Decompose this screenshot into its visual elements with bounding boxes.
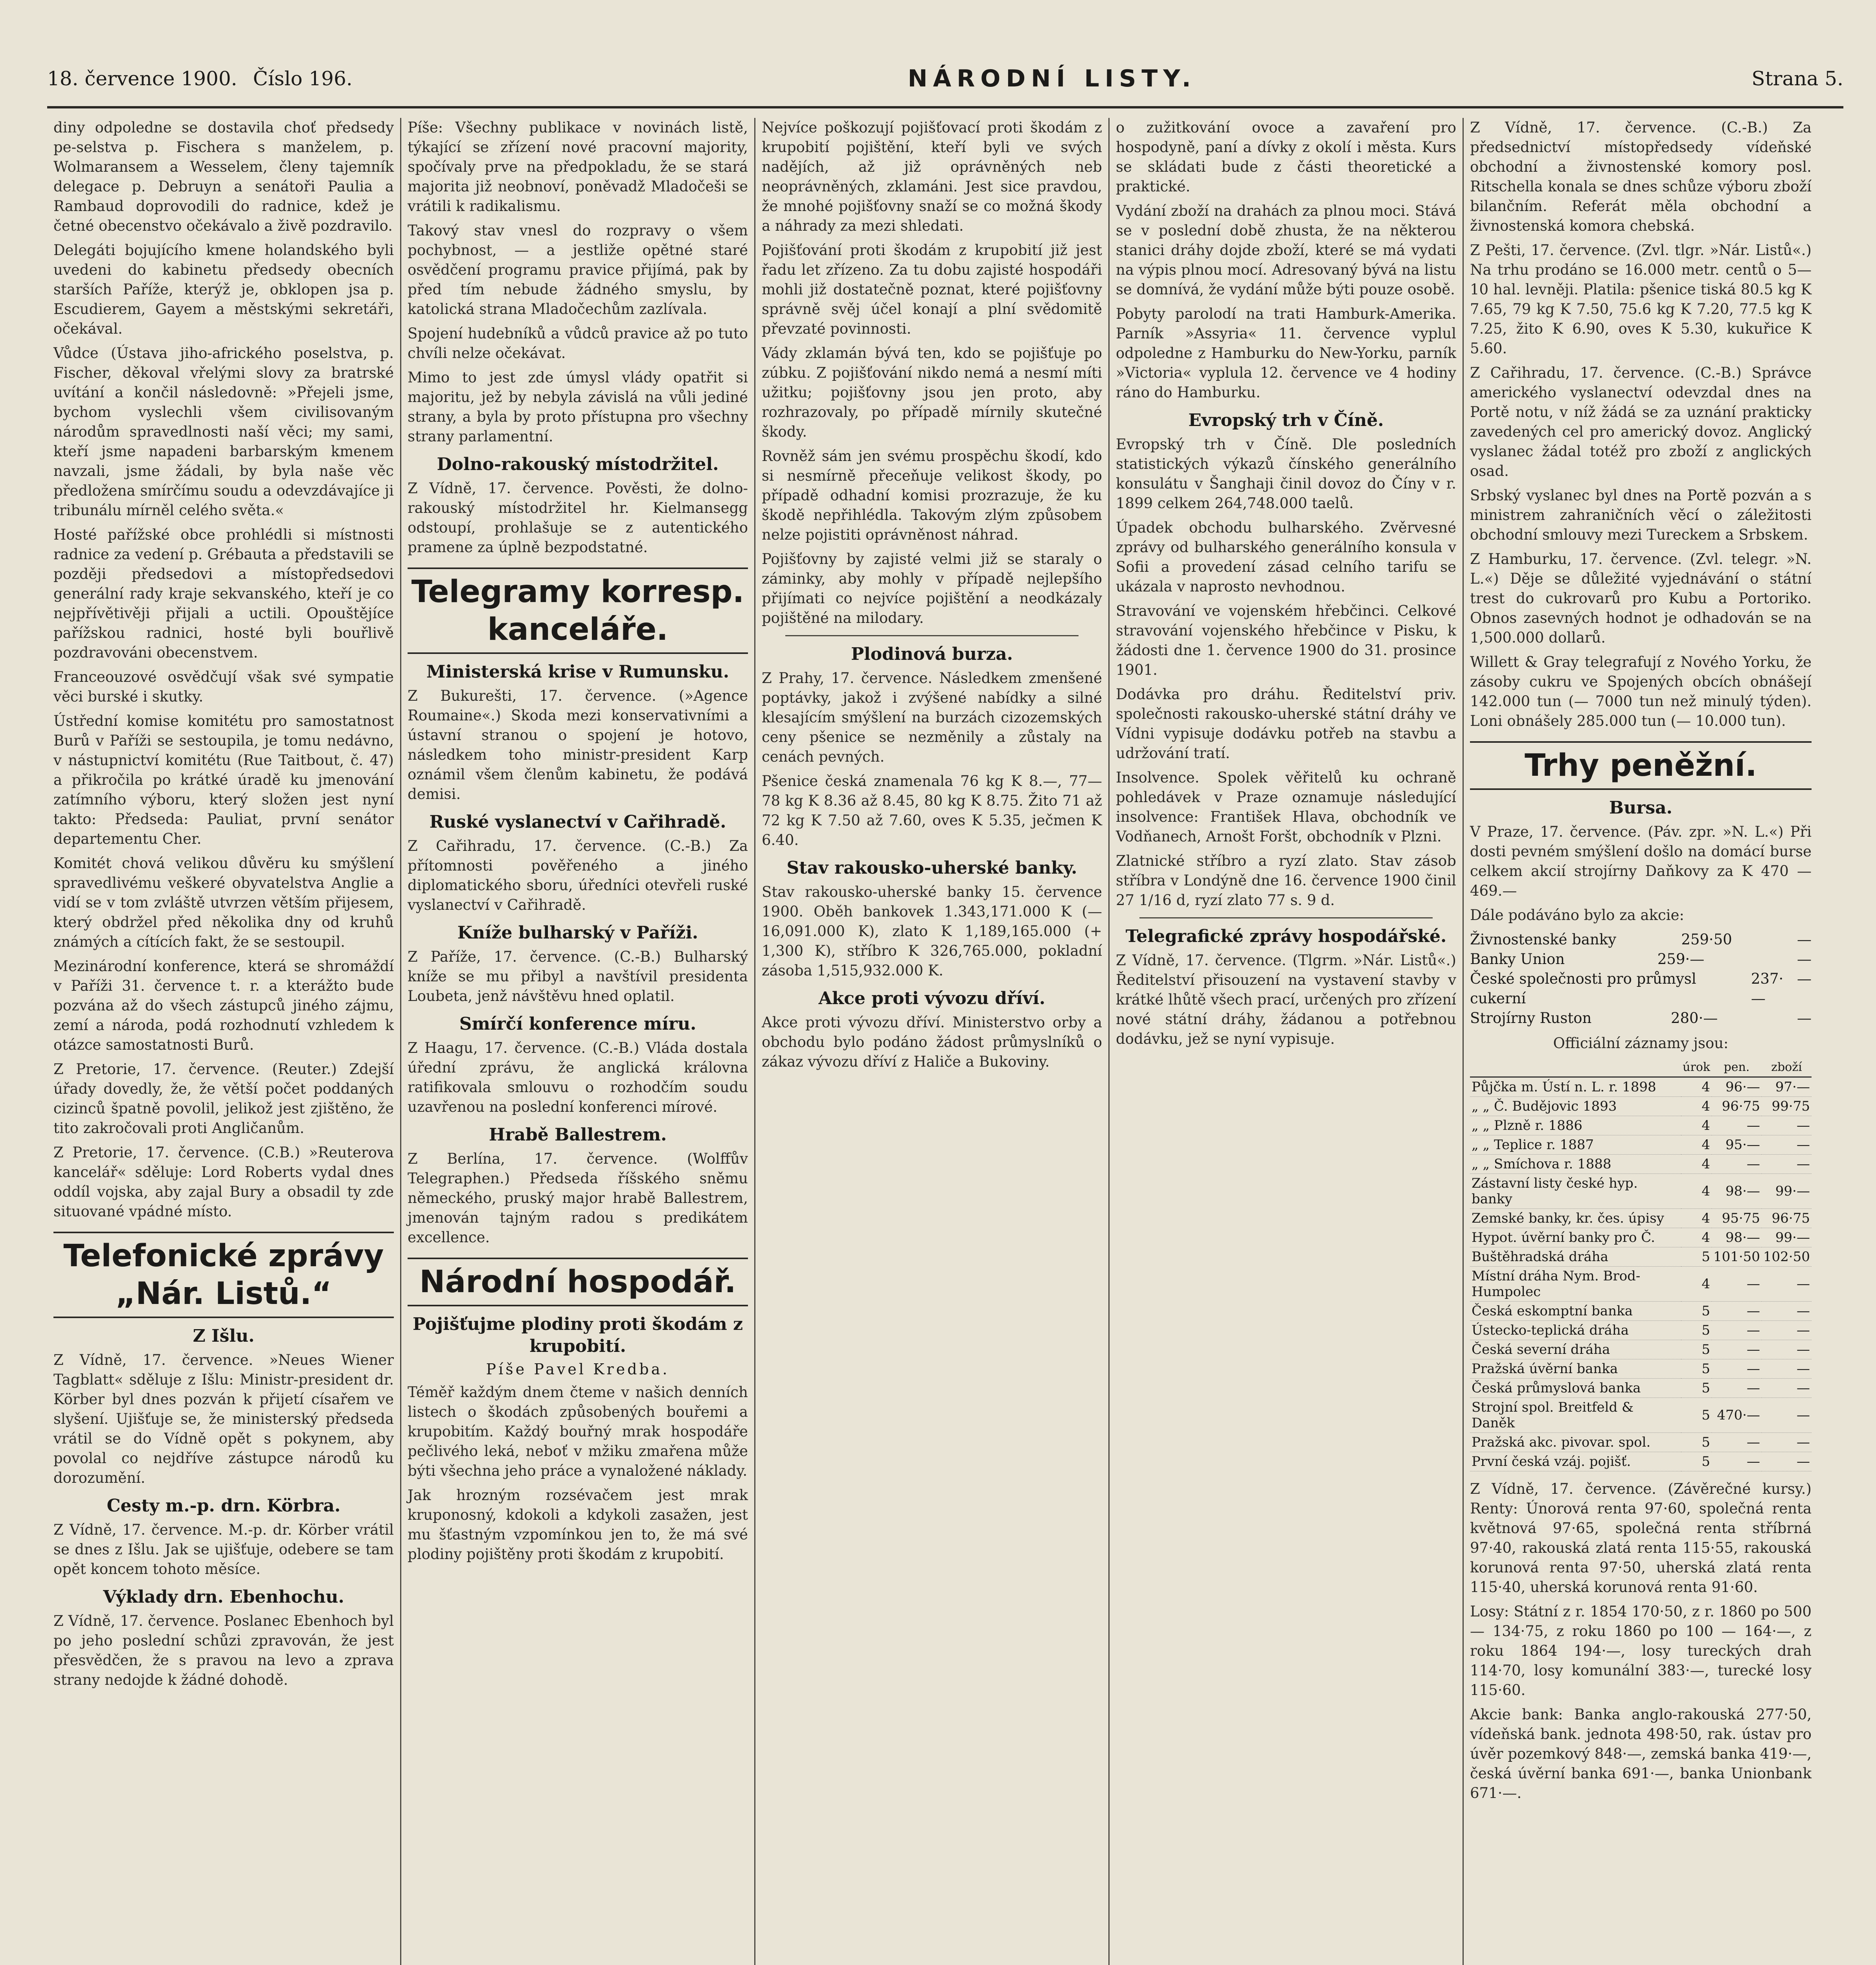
table-cell-name: „ „ Č. Budějovic 1893 [1470, 1097, 1681, 1116]
table-row [1470, 1359, 1812, 1379]
article-paragraph: Mezinárodní konference, která se shromáždí v Paříži 31. července t. r. a kterážto bude pozvána až do všech zástupců jiného zájmu, zemí a národa, podá rozhodnutí vzhledem k otázce samostatnosti Burů. [53, 958, 394, 1053]
table-cell-bid: 96·— [1712, 1077, 1762, 1097]
table-cell-name: Pražská akc. pivovar. spol. [1470, 1433, 1681, 1452]
table-cell-ask: — [1762, 1452, 1812, 1471]
stock-row [1470, 930, 1812, 949]
table-cell-bid: 96·75 [1712, 1097, 1762, 1116]
article-paragraph: Franceouzové osvědčují však své sympatie věci burské i skutky. [53, 668, 394, 705]
table-cell-ask: — [1762, 1340, 1812, 1359]
stock-row [1470, 969, 1812, 1008]
subheading: Cesty m.-p. drn. Körbra. [107, 1496, 341, 1516]
article-paragraph: Z Pešti, 17. července. (Zvl. tlgr. »Nár. Listů«.) Na trhu prodáno se 16.000 metr. centů o 5—10 hal. levněji. Platila: pšenice tiská 80.5 kg K 7.65, 79 kg K 7.50, 75.6 kg K 7.20, 77.5 kg K 7.25, žito K 6.90, oves K 5.30, kukuřice K 5.60. [1470, 242, 1812, 357]
table-cell-rate: 4 [1681, 1097, 1712, 1116]
table-row [1470, 1433, 1812, 1452]
article-paragraph: Z Prahy, 17. července. Následkem zmenšené poptávky, jakož i zvýšené nabídky a silné klesajícím smýšlení na burzách cizozemských ceny pšenice se nezměnily a zůstaly na cenách pevných. [762, 670, 1102, 765]
article-paragraph: Z Berlína, 17. července. (Wolffův Telegraphen.) Předseda říšského sněmu německého, pruský major hrabě Ballestrem, jmenován tajným radou s predikátem excellence. [408, 1150, 748, 1246]
page-header [47, 59, 1843, 98]
article-paragraph: Z Haagu, 17. července. (C.-B.) Vláda dostala úřední zprávu, že anglická královna ratifikovala smlouvu o rozhodčím soudu uzavřenou na poslední konferenci mírové. [408, 1039, 748, 1115]
article-paragraph: Jak hrozným rozsévačem jest mrak kruponosný, kdokoli a kdykoli zasažen, jest mu šťastným vzpomínkou jen to, že má své plodiny pojištěny proti škodám z krupobití. [408, 1487, 748, 1563]
table-row [1470, 1302, 1812, 1321]
table-cell-rate: 5 [1681, 1302, 1712, 1321]
article-paragraph: Z Pretorie, 17. července. (Reuter.) Zdejší úřady dovedly, že, že větší počet poddaných cizinců špatně povolil, jelikož jest zjištěno, že tito zakročovali proti Angličanům. [53, 1061, 394, 1137]
table-cell-bid: — [1712, 1359, 1762, 1379]
section-heading: Národní hospodář. [408, 1258, 748, 1306]
table-cell-bid: — [1712, 1302, 1762, 1321]
article-paragraph: Z Vídně, 17. července. M.-p. dr. Körber vrátil se dnes z Išlu. Jak se ujišťuje, odebere se tam opět koncem tohoto měsíce. [53, 1521, 394, 1578]
table-row [1470, 1209, 1812, 1228]
table-cell-name: Místní dráha Nym. Brod-Humpolec [1470, 1267, 1681, 1302]
table-cell-bid: 95·75 [1712, 1209, 1762, 1228]
article-paragraph: Z Vídně, 17. července. »Neues Wiener Tagblatt« sděluje z Išlu: Ministr-president dr. Körber byl dnes pozván k přijetí císařem ve slyšení. Ujišťuje se, že ministerský předseda vrátil se do Vídně opět s pokynem, aby povolal co nejdříve zástupce národů ku dorozumění. [53, 1352, 394, 1486]
table-cell-name: Strojní spol. Breitfeld & Daněk [1470, 1398, 1681, 1433]
table-cell-rate: 4 [1681, 1116, 1712, 1135]
table-cell-name: Ústecko-teplická dráha [1470, 1321, 1681, 1340]
table-cell-rate: 4 [1681, 1135, 1712, 1155]
table-cell-name: Zemské banky, kr. čes. úpisy [1470, 1209, 1681, 1228]
table-cell-rate: 4 [1681, 1174, 1712, 1209]
issue-date: 18. července 1900. [47, 67, 237, 90]
column-header: zboží [1762, 1058, 1812, 1077]
table-cell-bid: — [1712, 1379, 1762, 1398]
article-paragraph: Úpadek obchodu bulharského. Zvěrvesné zprávy od bulharského generálního konsula v Sofii a provedení zásad celního tarifu se ukázala v naprosto nevhodnou. [1116, 519, 1456, 595]
table-row [1470, 1135, 1812, 1155]
table-cell-name: Česká průmyslová banka [1470, 1379, 1681, 1398]
stock-name: Strojírny Ruston [1470, 1010, 1592, 1027]
article-paragraph: Téměř každým dnem čteme v našich denních listech o škodách způsobených bouřemi a krupobitím. Každý bouřný mrak hospodáře pečlivého leká, neboť v mžiku zmařena může býti všechna jeho práce a vynaložené náklady. [408, 1384, 748, 1479]
article-paragraph: Spojení hudebníků a vůdců pravice až po tuto chvíli nelze očekávat. [408, 325, 748, 362]
table-cell-ask: 99·75 [1762, 1097, 1812, 1116]
stock-ask: — [1797, 970, 1812, 987]
table-cell-ask: — [1762, 1135, 1812, 1155]
article-paragraph: Z Hamburku, 17. července. (Zvl. telegr. »N. L.«) Děje se důležité vyjednávání o státní trest do cukrovarů pro Kubu a Portoriko. Obnos zasevných hodnot je odhadován se na 1,500.000 dollarů. [1470, 551, 1812, 646]
table-row [1470, 1155, 1812, 1174]
subheading: Stav rakousko-uherské banky. [786, 858, 1077, 878]
article-paragraph: Z Cařihradu, 17. července. (C.-B.) Správce amerického vyslanectví odevzdal dnes na Portě notu, v níž žádá se za uznání prakticky zavedených cel pro americký dovoz. Anglický vyslanec žádal totéž pro zboží z anglických osad. [1470, 364, 1812, 479]
table-cell-ask: 97·— [1762, 1077, 1812, 1097]
table-row [1470, 1077, 1812, 1097]
masthead-title: NÁRODNÍ LISTY. [908, 65, 1196, 92]
table-cell-name: Půjčka m. Ústí n. L. r. 1898 [1470, 1077, 1681, 1097]
stock-row [1470, 949, 1812, 969]
stock-value: 280·— [1670, 1010, 1718, 1027]
column-4 [1110, 118, 1464, 1965]
table-cell-bid: — [1712, 1267, 1762, 1302]
table-cell-name: Hypot. úvěrní banky pro Č. [1470, 1228, 1681, 1247]
table-row [1470, 1379, 1812, 1398]
table-cell-ask: 96·75 [1762, 1209, 1812, 1228]
table-cell-bid: — [1712, 1433, 1762, 1452]
stock-ask: — [1797, 951, 1812, 968]
table-cell-ask: 99·— [1762, 1174, 1812, 1209]
section-heading: Telefonické zprávy „Nár. Listů.“ [53, 1232, 394, 1318]
article-paragraph: Insolvence. Spolek věřitelů ku ochraně pohledávek v Praze oznamuje následující insolvence: František Hlava, obchodník ve Vodňanech, Arnošt Foršt, obchodník v Plzni. [1116, 769, 1456, 845]
official-label: Officiální záznamy jsou: [1553, 1035, 1729, 1052]
table-row [1470, 1228, 1812, 1247]
subheading: Výklady drn. Ebenhochu. [103, 1587, 344, 1607]
column-1 [47, 118, 401, 1965]
stock-row [1470, 1008, 1812, 1028]
bursa-label: Dále podáváno bylo za akcie: [1470, 907, 1684, 924]
article-paragraph: Stav rakousko-uherské banky 15. července 1900. Oběh bankovek 1.343,171.000 K (— 16,091.000 K), zlato K 1,189,165.000 (+ 1,300 K), stříbro K 326,765.000, pokladní zásoba 1,515,932.000 K. [762, 883, 1102, 979]
divider [785, 635, 1079, 636]
article-paragraph: Z Vídně, 17. července. (C.-B.) Za předsednictví místopředsedy vídeňské obchodní a živnostenské komory posl. Ritschella konala se dnes schůze výboru zboží bilančním. Referát měla obchodní a živnostenská komora chebská. [1470, 119, 1812, 234]
table-cell-bid: 95·— [1712, 1135, 1762, 1155]
column-5 [1464, 118, 1818, 1965]
article-paragraph: Pojišťovny by zajisté velmi již se staraly o záminky, aby mohly v případě nejlepšího přijímati co nejvíce pojištění a neodkázaly pojištěné na milodary. [762, 551, 1102, 626]
article-paragraph: Vůdce (Ústava jiho-afrického poselstva, p. Fischer, děkoval vřelými slovy za bratrské uvítání a končil následovně: »Přejeli jsme, bychom vyslechli všem civilisovaným národům spravedlnosti naší věci; my sami, kteří jsme napadeni barbarským kmenem navzali, jsme žádali, by byla naše věc předložena smírčímu soudu a odevzdávajíce ji tribunálu mírněl celého světa.« [53, 345, 394, 519]
stock-value: 259·50 [1681, 931, 1732, 948]
article-paragraph: Hosté pařížské obce prohlédli si místnosti radnice za vedení p. Grébauta a představili se později předsedovi a místopředsedovi generální rady kraje sekvanského, kteří je co nejpřívětivěji přijali a uctili. Opouštějíce pařížskou radnici, hosté byli bouřlivě pozdravováni obecenstvem. [53, 526, 394, 661]
article-paragraph: Z Cařihradu, 17. července. (C.-B.) Za přítomnosti pověřeného a jiného diplomatického sboru, úředníci otevřeli ruské vyslanectví v Cařihradě. [408, 837, 748, 913]
table-row [1470, 1398, 1812, 1433]
section-heading: Telegramy korresp. kanceláře. [408, 567, 748, 654]
table-cell-ask: — [1762, 1302, 1812, 1321]
table-cell-rate: 4 [1681, 1077, 1712, 1097]
table-cell-bid: — [1712, 1155, 1762, 1174]
table-cell-rate: 5 [1681, 1379, 1712, 1398]
table-row [1470, 1267, 1812, 1302]
column-3 [755, 118, 1110, 1965]
table-cell-rate: 5 [1681, 1359, 1712, 1379]
article-paragraph: Z Vídně, 17. července. (Závěrečné kursy.) Renty: Únorová renta 97·60, společná renta květnová 97·65, společná renta stříbrná 97·40, rakouská zlatá renta 115·55, rakouská korunová renta 97·50, uherská zlatá renta 115·40, uherská korunová renta 91·60. [1470, 1480, 1812, 1596]
article-paragraph: Srbský vyslanec byl dnes na Portě pozván a s ministrem zahraničních věcí o záležitosti obchodní smlouvy mezi Tureckem a Srbskem. [1470, 487, 1812, 543]
article-paragraph: Vády zklamán bývá ten, kdo se pojišťuje po zúbku. Z pojišťování nikdo nemá a nesmí míti užitku; pojišťovny jsou jen proto, aby rozhrazovaly, po případě mírnily skutečné škody. [762, 345, 1102, 440]
table-cell-ask: — [1762, 1321, 1812, 1340]
article-paragraph: Pojišťování proti škodám z krupobití již jest řadu let zřízeno. Za tu dobu zajisté hospodáři mohli již dostatečně poznat, které pojišťovny správně svěj účel konají a plní svědomitě převzaté povinnosti. [762, 242, 1102, 337]
table-row [1470, 1174, 1812, 1209]
stock-ask: — [1797, 931, 1812, 948]
table-cell-bid: — [1712, 1116, 1762, 1135]
table-cell-ask: — [1762, 1155, 1812, 1174]
table-cell-bid: 98·— [1712, 1228, 1762, 1247]
article-paragraph: Komitét chová velikou důvěru ku smýšlení spravedlivému veškeré obyvatelstva Anglie a vidí se v tom zvláště utvrzen větším přijesem, který obdržel před několika dny od kruhů známých a cítících fakt, že se sestoupil. [53, 855, 394, 950]
article-paragraph: Pšenice česká znamenala 76 kg K 8.—, 77—78 kg K 8.36 až 8.45, 80 kg K 8.75. Žito 71 až 72 kg K 7.50 až 7.60, oves K 5.35, ječmen K 6.40. [762, 773, 1102, 848]
section-heading: Trhy peněžní. [1470, 741, 1812, 790]
subheading: Hrabě Ballestrem. [489, 1125, 667, 1145]
article-paragraph: Vydání zboží na drahách za plnou moci. Stává se v poslední době zhusta, že na některou stanici dráhy dojde zboží, které se má vydati na výpis plnou mocí. Adresovaný bývá na listu se domnívá, že vydání může býti pouze osobě. [1116, 202, 1456, 298]
table-row [1470, 1247, 1812, 1267]
article-paragraph: Losy: Státní z r. 1854 170·50, z r. 1860 po 500 — 134·75, z roku 1860 po 100 — 164·—, z roku 1864 194·—, losy tureckých drah 114·70, losy komunální 383·—, turecké losy 115·60. [1470, 1603, 1812, 1699]
table-cell-ask: 99·— [1762, 1228, 1812, 1247]
article-paragraph: Akcie bank: Banka anglo-rakouská 277·50, vídeňská bank. jednota 498·50, rak. ústav pro úvěr pozemkový 848·—, zemská banka 419·—, česká úvěrní banka 691·—, banka Unionbank 671·—. [1470, 1706, 1812, 1802]
table-row [1470, 1340, 1812, 1359]
subheading: Smírčí konference míru. [459, 1014, 696, 1034]
quotes-table [1470, 1058, 1812, 1471]
article-paragraph: Dodávka pro dráhu. Ředitelství priv. společnosti rakousko-uherské státní dráhy ve Vídni vypisuje dodávku potřeb na stavbu a udržování tratí. [1116, 686, 1456, 762]
table-cell-bid: 98·— [1712, 1174, 1762, 1209]
article-paragraph: diny odpoledne se dostavila choť předsedy pe-selstva p. Fischera s manželem, p. Wolmaransem a Wesselem, členy tajemník delegace p. Debruyn a senátoři Paulia a Rambaud doprovodili do radnice, kdež je četné obecenstvo očekávalo a živě pozdravilo. [53, 119, 394, 234]
subheading: Bursa. [1609, 798, 1672, 818]
article-paragraph: Pobyty parolodí na trati Hamburk-Amerika. Parník »Assyria« 11. července vyplul odpoledne z Hamburku do New-Yorku, parník »Victoria« vyplula 12. července ve 4 hodiny ráno do Hamburku. [1116, 305, 1456, 401]
table-cell-ask: — [1762, 1433, 1812, 1452]
column-header: úrok [1681, 1058, 1712, 1077]
article-paragraph: Evropský trh v Číně. Dle posledních statistických výkazů čínského generálního konsulátu v Šanghaji činil dovoz do Číny v r. 1899 celkem 264,748.000 taelů. [1116, 436, 1456, 512]
article-paragraph: Zlatnické stříbro a ryzí zlato. Stav zásob stříbra v Londýně dne 16. července 1900 činil 27 1/16 d, ryzí zlato 77 s. 9 d. [1116, 852, 1456, 909]
table-row [1470, 1321, 1812, 1340]
stock-value: 237·— [1751, 970, 1784, 1007]
table-cell-rate: 5 [1681, 1452, 1712, 1471]
subheading: Z Išlu. [193, 1326, 255, 1346]
table-cell-bid: — [1712, 1321, 1762, 1340]
table-cell-name: „ „ Smíchova r. 1888 [1470, 1155, 1681, 1174]
article-paragraph: Rovněž sám jen svému prospěchu škodí, kdo si nesmírně přeceňuje velikost škody, po případě odhadní komisi prozrazuje, že ku škodě nepřihlédla. Takovým zlým způsobem nelze pojistiti oprávněnost náhrad. [762, 448, 1102, 543]
article-paragraph: Z Bukurešti, 17. července. (»Agence Roumaine«.) Skoda mezi konservativními a ústavní stranou o spojení je hotovo, následkem toho ministr-president Karp oznámil všem členům kabinetu, že podává demisi. [408, 687, 748, 803]
table-row [1470, 1097, 1812, 1116]
table-cell-name: Pražská úvěrní banka [1470, 1359, 1681, 1379]
table-cell-name: Buštěhradská dráha [1470, 1247, 1681, 1267]
table-cell-name: Česká severní dráha [1470, 1340, 1681, 1359]
table-cell-name: První česká vzáj. pojišť. [1470, 1452, 1681, 1471]
table-cell-rate: 5 [1681, 1340, 1712, 1359]
subheading: Telegrafické zprávy hospodářské. [1125, 926, 1447, 946]
table-header-row [1470, 1058, 1812, 1077]
table-cell-name: „ „ Teplice r. 1887 [1470, 1135, 1681, 1155]
article-paragraph: Delegáti bojujícího kmene holandského byli uvedeni do kabinetu předsedy obecních starších Paříže, kterýž je, obklopen jsa p. Escudierem, Gayem a městskými sekretáři, očekával. [53, 242, 394, 337]
subheading: Dolno-rakouský místodržitel. [437, 454, 719, 474]
bursa-intro: V Praze, 17. července. (Páv. zpr. »N. L.«) Při dosti pevném smýšlení došlo na domácí burse celkem akcií strojírny Daňkovy za K 470 — 469.— [1470, 823, 1812, 899]
article-paragraph: Akce proti vývozu dříví. Ministerstvo orby a obchodu bylo podáno žádost průmyslníků o zákaz vývozu dříví z Haliče a Bukoviny. [762, 1014, 1102, 1070]
table-cell-rate: 5 [1681, 1433, 1712, 1452]
table-cell-name: Česká eskomptní banka [1470, 1302, 1681, 1321]
article-paragraph: Z Pretorie, 17. července. (C.B.) »Reuterova kancelář« sděluje: Lord Roberts vydal dnes oddíl vojska, aby zajal Bury a obsadil ty zde situované vpádné místo. [53, 1144, 394, 1220]
stock-list [1470, 930, 1812, 1028]
table-cell-rate: 5 [1681, 1398, 1712, 1433]
subheading: Plodinová burza. [851, 644, 1013, 664]
table-cell-name: „ „ Plzně r. 1886 [1470, 1116, 1681, 1135]
table-cell-ask: — [1762, 1379, 1812, 1398]
author-byline: Píše Pavel Kredba. [486, 1361, 670, 1378]
article-paragraph: Nejvíce poškozují pojišťovací proti škodám z krupobití pojištění, kteří byli ve svých nadějích, až již oprávněných neb neoprávněných, zklamáni. Jest sice pravdou, že mnohé pojišťovny snaží se co možná škody a náhrady za mezi shledati. [762, 119, 1102, 234]
stock-name: Banky Union [1470, 951, 1565, 968]
table-cell-ask: — [1762, 1116, 1812, 1135]
table-row [1470, 1452, 1812, 1471]
issue-number: Číslo 196. [253, 67, 353, 90]
table-cell-ask: — [1762, 1359, 1812, 1379]
subheading: Evropský trh v Číně. [1188, 410, 1384, 430]
article-paragraph: Z Vídně, 17. července. Poslanec Ebenhoch byl po jeho poslední schůzi zpravován, že jest přesvědčen, že s pravou na levo a zprava strany nedojde k žádné dohodě. [53, 1612, 394, 1688]
table-cell-ask: 102·50 [1762, 1247, 1812, 1267]
table-cell-rate: 4 [1681, 1155, 1712, 1174]
table-cell-rate: 5 [1681, 1321, 1712, 1340]
article-paragraph: o zužitkování ovoce a zavaření pro hospodyně, paní a dívky z okolí i města. Kurs se skládati bude z části theoretické a praktické. [1116, 119, 1456, 195]
article-paragraph: Píše: Všechny publikace v novinách listě, týkající se zřízení nové pracovní majority, spočívaly prve na předpokladu, že se stará majorita již neobnoví, poněvadž Mladočeši se vrátili k radikalismu. [408, 119, 748, 215]
table-cell-name: Zástavní listy české hyp. banky [1470, 1174, 1681, 1209]
stock-name: Živnostenské banky [1470, 931, 1617, 948]
table-cell-bid: 470·— [1712, 1398, 1762, 1433]
subheading: Ministerská krise v Rumunsku. [426, 662, 729, 682]
article-paragraph: Willett & Gray telegrafují z Nového Yorku, že zásoby cukru ve Spojených obcích obnášejí 142.000 tun (— 7000 tun než minulý týden). Loni obnášely 285.000 tun (— 10.000 tun). [1470, 654, 1812, 729]
article-paragraph: Mimo to jest zde úmysl vlády opatřit si majoritu, jež by nebyla závislá na vůli jediné strany, a byla by proto přístupna pro všechny strany parlamentní. [408, 369, 748, 445]
table-cell-rate: 4 [1681, 1228, 1712, 1247]
table-cell-ask: — [1762, 1398, 1812, 1433]
column-header [1470, 1058, 1681, 1077]
divider [1139, 917, 1433, 918]
stock-ask: — [1797, 1010, 1812, 1027]
column-header: pen. [1712, 1058, 1762, 1077]
table-cell-rate: 4 [1681, 1209, 1712, 1228]
article-paragraph: Stravování ve vojenském hřebčinci. Celkové stravování vojenského hřebčince v Pisku, k žádosti dne 1. července 1900 do 31. prosince 1901. [1116, 602, 1456, 678]
article-paragraph: Takový stav vnesl do rozpravy o všem pochybnost, — a jestliže opětné staré osvědčení programu pravice přijímá, pak by před tím nebude žádného smyslu, by katolická strana Mladočechům zazlívala. [408, 222, 748, 318]
article-paragraph: Z Vídně, 17. července. (Tlgrm. »Nár. Listů«.) Ředitelství přisouzení na vystavení stavby v krátké lhůtě všech prací, určených pro zřízení nové státní dráhy, žádanou a potřebnou dodávku, jež se nyní vypisuje. [1116, 952, 1456, 1047]
columns [47, 118, 1843, 1965]
subheading: Akce proti vývozu dříví. [818, 988, 1045, 1008]
table-row [1470, 1116, 1812, 1135]
subheading: Kníže bulharský v Paříži. [457, 923, 698, 943]
header-rule [47, 106, 1843, 108]
stock-value: 259·— [1657, 951, 1705, 968]
table-cell-bid: — [1712, 1340, 1762, 1359]
table-cell-ask: — [1762, 1267, 1812, 1302]
table-cell-bid: — [1712, 1452, 1762, 1471]
article-paragraph: Z Vídně, 17. července. Pověsti, že dolno-rakouský místodržitel hr. Kielmansegg odstoupí, prohlašuje se z autentického pramene za úplně bezpodstatné. [408, 480, 748, 556]
subheading: Pojišťujme plodiny proti škodám z krupobití. [412, 1314, 743, 1356]
article-paragraph: Z Paříže, 17. července. (C.-B.) Bulharský kníže se mu přibyl a navštívil presidenta Loubeta, jenž návštěvu hned oplatil. [408, 948, 748, 1005]
table-cell-rate: 5 [1681, 1247, 1712, 1267]
column-2 [401, 118, 755, 1965]
table-cell-bid: 101·50 [1712, 1247, 1762, 1267]
subheading: Ruské vyslanectví v Cařihradě. [429, 812, 726, 832]
stock-name: České společnosti pro průmysl cukerní [1470, 970, 1696, 1007]
table-cell-rate: 4 [1681, 1267, 1712, 1302]
article-paragraph: Ústřední komise komitétu pro samostatnost Burů v Paříži se sestoupila, je tomu nedávno, v nástupnictví komitétu (Rue Taitbout, č. 47) a přikročila po krátké úradě ku jmenování zatímního výboru, který složen jest nyní takto: Předseda: Pauliat, první senátor departementu Cher. [53, 713, 394, 847]
page-number: Strana 5. [1751, 67, 1843, 90]
